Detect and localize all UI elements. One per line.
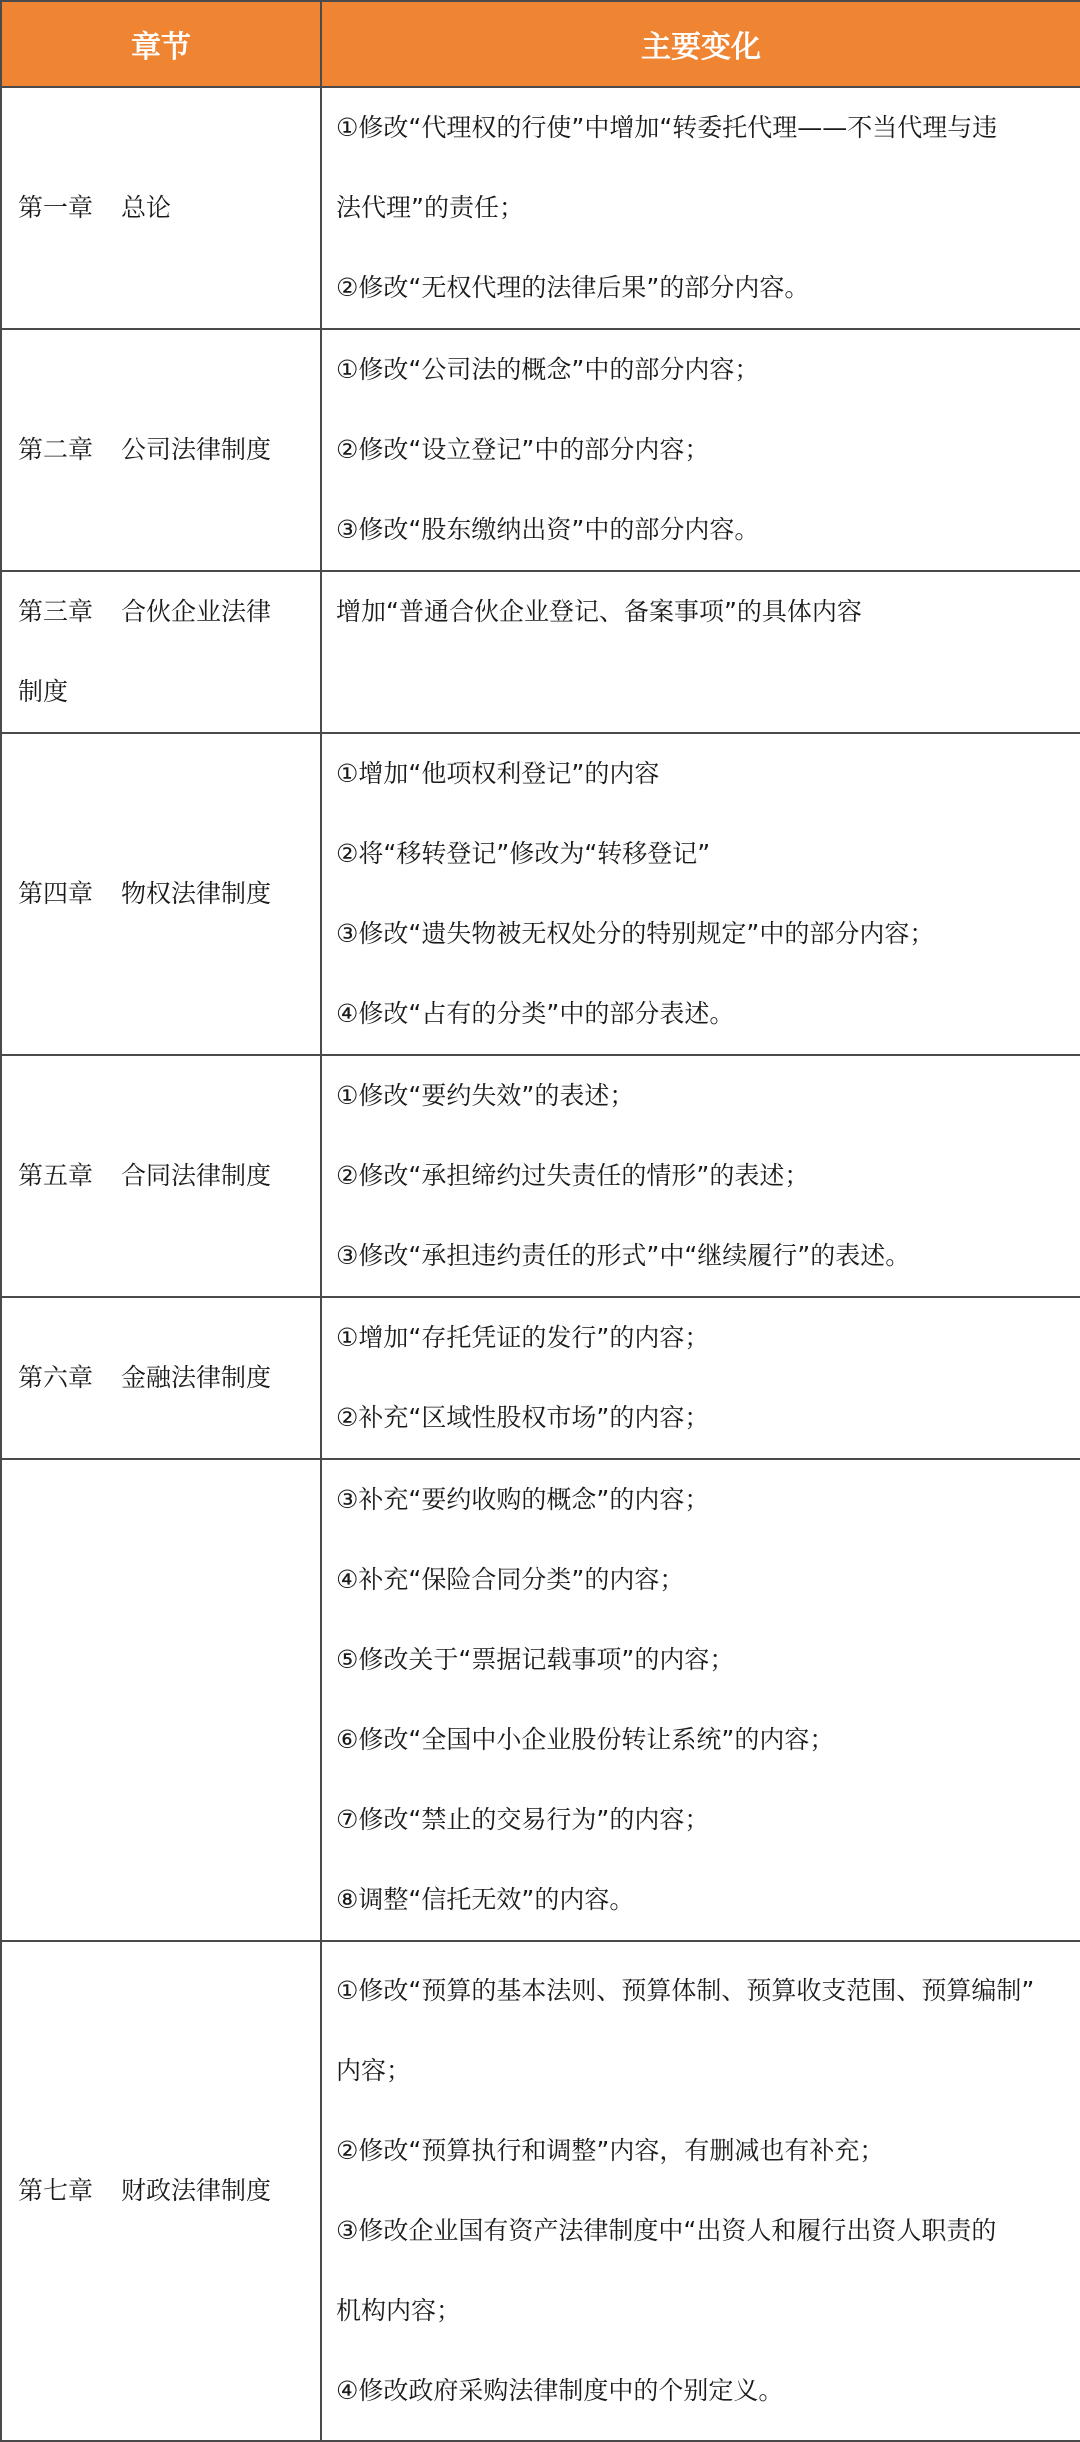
- chapter-title: 总论: [121, 193, 172, 222]
- change-line: ③修改“股东缴纳出资”中的部分内容。: [336, 515, 760, 544]
- chapter-title: 财政法律制度: [121, 2176, 272, 2205]
- chapter-number: 第三章: [18, 597, 94, 626]
- chapter-number: 第一章: [18, 193, 94, 222]
- chapter-number: 第四章: [18, 879, 94, 908]
- table-row: [1, 1297, 1080, 1459]
- change-line: ②将“移转登记”修改为“转移登记”: [336, 839, 711, 868]
- change-line: ③修改“遗失物被无权处分的特别规定”中的部分内容；: [336, 919, 935, 948]
- change-line: ①增加“存托凭证的发行”的内容；: [336, 1323, 710, 1352]
- chapter-title: 公司法律制度: [121, 435, 272, 464]
- changes-cell: [321, 87, 1080, 329]
- change-line: ①修改“要约失效”的表述；: [336, 1081, 635, 1110]
- change-line: ②修改“无权代理的法律后果”的部分内容。: [336, 273, 810, 302]
- change-line: ⑥修改“全国中小企业股份转让系统”的内容；: [336, 1725, 835, 1754]
- change-line: ③修改企业国有资产法律制度中“出资人和履行出资人职责的: [336, 2216, 997, 2245]
- change-line: ⑦修改“禁止的交易行为”的内容；: [336, 1805, 710, 1834]
- chapter-cell: [1, 1941, 321, 2441]
- table-row: [1, 1459, 1080, 1941]
- change-line: ①增加“他项权利登记”的内容: [336, 759, 660, 788]
- change-line: ③补充“要约收购的概念”的内容；: [336, 1485, 710, 1514]
- change-line: ①修改“预算的基本法则、预算体制、预算收支范围、预算编制”: [336, 1976, 1035, 2005]
- change-line: ②补充“区域性股权市场”的内容；: [336, 1403, 710, 1432]
- table-header-row: [1, 1, 1080, 87]
- chapter-cell: [1, 329, 321, 571]
- table-row: [1, 571, 1080, 733]
- chapter-cell: [1, 1297, 321, 1459]
- chapter-number: 第二章: [18, 435, 94, 464]
- changes-cell: [321, 571, 1080, 733]
- table-row: [1, 1941, 1080, 2441]
- header-changes: 主要变化: [321, 1, 1080, 87]
- change-line: 机构内容；: [336, 2296, 462, 2325]
- change-line: 法代理”的责任；: [336, 193, 524, 222]
- changes-cell: [321, 733, 1080, 1055]
- header-chapter: 章节: [1, 1, 321, 87]
- chapter-title: 物权法律制度: [121, 879, 272, 908]
- chapter-title-continued: 制度: [18, 677, 69, 706]
- changes-cell: [321, 1055, 1080, 1297]
- changes-cell: [321, 329, 1080, 571]
- change-line: ②修改“设立登记”中的部分内容；: [336, 435, 710, 464]
- change-line: 内容；: [336, 2056, 412, 2085]
- table-row: [1, 329, 1080, 571]
- change-line: ②修改“承担缔约过失责任的情形”的表述；: [336, 1161, 810, 1190]
- chapter-number: 第六章: [18, 1363, 94, 1392]
- chapter-number: 第五章: [18, 1161, 94, 1190]
- chapter-cell: [1, 87, 321, 329]
- chapter-title: 金融法律制度: [121, 1363, 272, 1392]
- change-line: ④修改“占有的分类”中的部分表述。: [336, 999, 735, 1028]
- change-line: ①修改“公司法的概念”中的部分内容；: [336, 355, 760, 384]
- chapter-cell: [1, 1055, 321, 1297]
- table-row: [1, 1055, 1080, 1297]
- chapter-number: 第七章: [18, 2176, 94, 2205]
- change-line: ④修改政府采购法律制度中的个别定义。: [336, 2376, 784, 2405]
- changes-cell: [321, 1459, 1080, 1941]
- chapter-title: 合伙企业法律: [121, 597, 272, 626]
- chapter-title: 合同法律制度: [121, 1161, 272, 1190]
- change-line: ③修改“承担违约责任的形式”中“继续履行”的表述。: [336, 1241, 911, 1270]
- change-line: ⑧调整“信托无效”的内容。: [336, 1885, 635, 1914]
- change-line: 增加“普通合伙企业登记、备案事项”的具体内容: [336, 597, 862, 626]
- chapter-cell: [1, 571, 321, 733]
- change-line: ②修改“预算执行和调整”内容，有删减也有补充；: [336, 2136, 885, 2165]
- change-line: ①修改“代理权的行使”中增加“转委托代理——不当代理与违: [336, 113, 998, 142]
- change-line: ⑤修改关于“票据记载事项”的内容；: [336, 1645, 735, 1674]
- table-row: [1, 733, 1080, 1055]
- changes-cell: [321, 1941, 1080, 2441]
- change-line: ④补充“保险合同分类”的内容；: [336, 1565, 685, 1594]
- table-row: [1, 87, 1080, 329]
- chapter-cell: [1, 733, 321, 1055]
- chapter-cell: [1, 1459, 321, 1941]
- changes-cell: [321, 1297, 1080, 1459]
